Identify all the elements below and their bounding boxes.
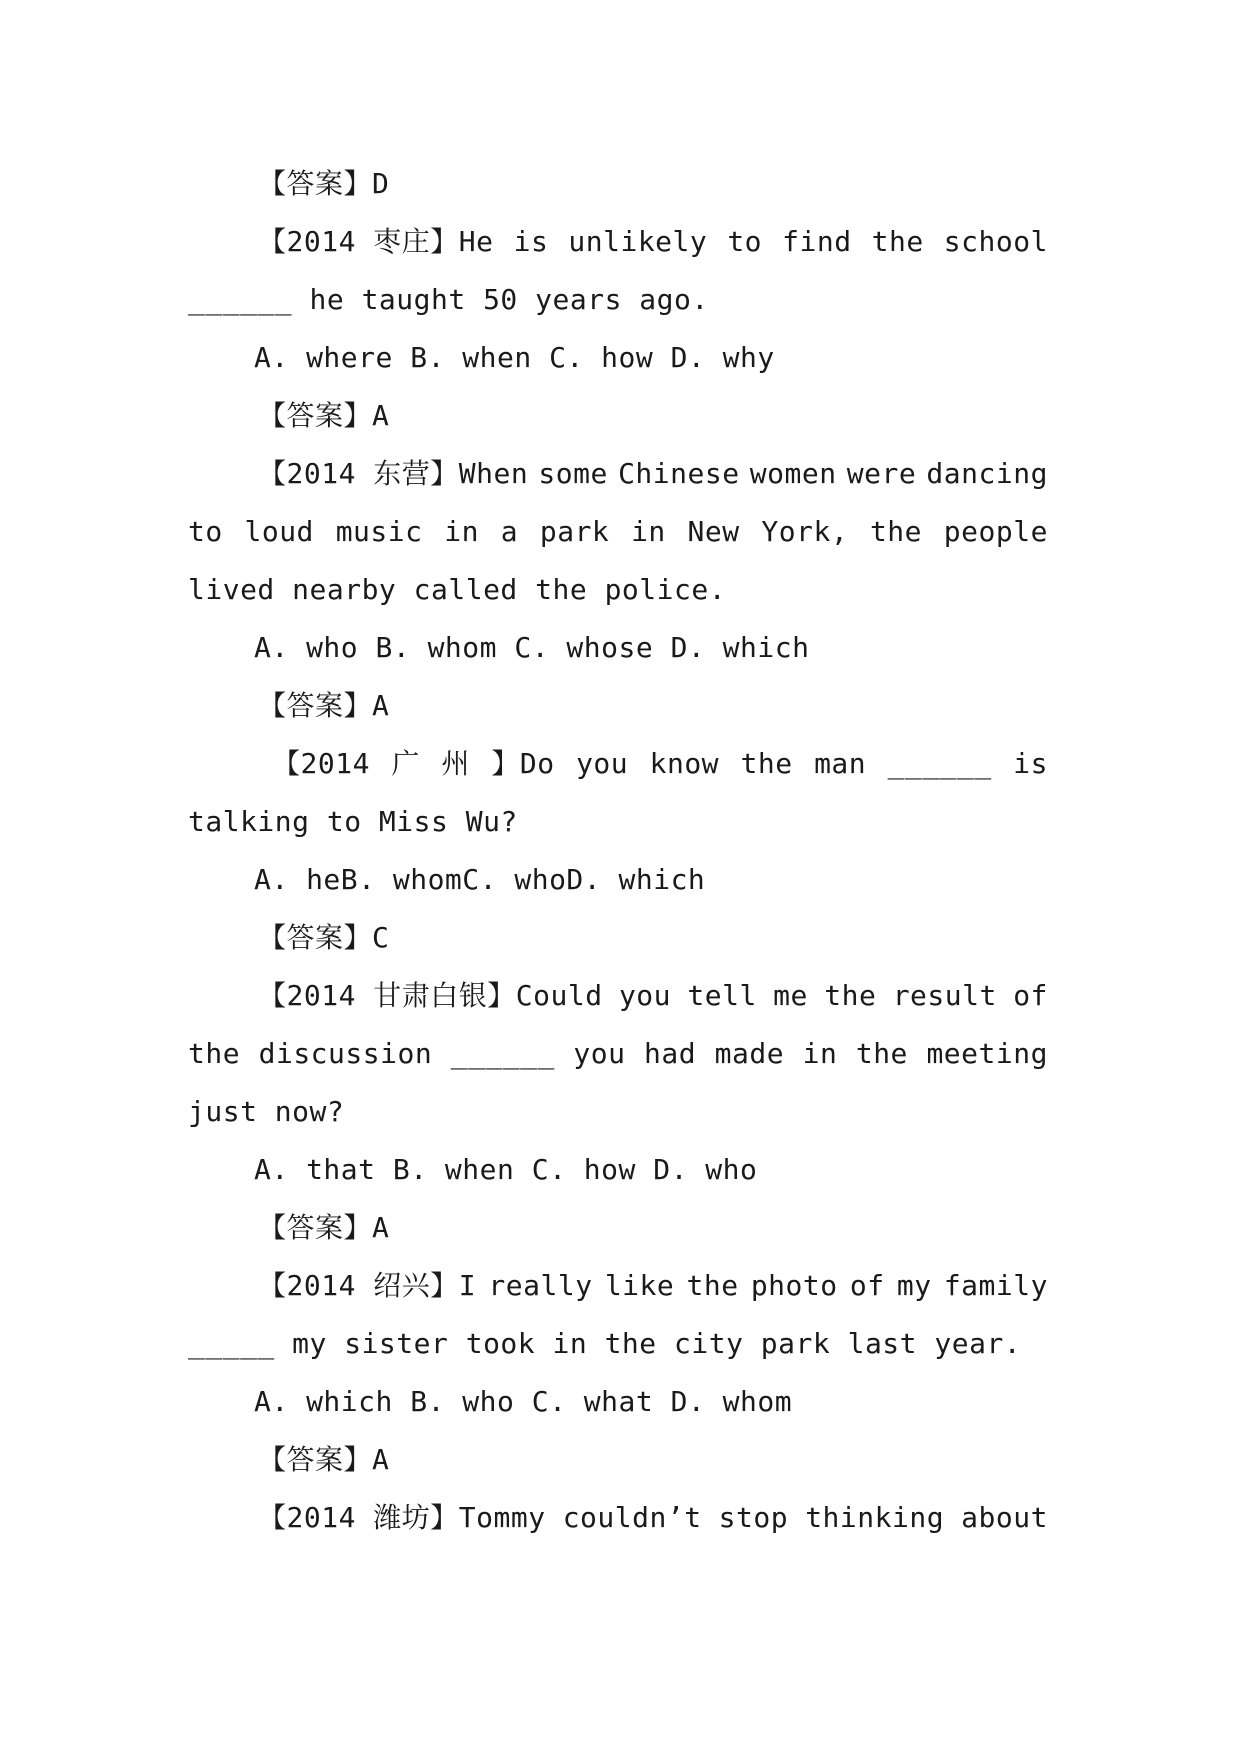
word: you	[618, 979, 672, 1012]
word: you	[573, 1037, 626, 1070]
question-line: _____ my sister took in the city park last year.	[188, 1327, 1022, 1360]
word: unlikely	[568, 225, 708, 258]
word: were	[846, 457, 917, 490]
word: stop	[718, 1501, 789, 1534]
word: had	[644, 1037, 697, 1070]
word: 【2014 甘肃白银】Could	[258, 979, 603, 1012]
word: of	[849, 1269, 885, 1302]
word: of	[1013, 979, 1048, 1012]
word: the	[869, 515, 923, 548]
question-line: just now?	[188, 1095, 345, 1128]
word: about	[961, 1501, 1048, 1534]
options-line: A. who B. whom C. whose D. which	[254, 631, 810, 664]
word: the	[188, 1037, 241, 1070]
word: the	[855, 1037, 908, 1070]
word: in	[802, 1037, 838, 1070]
word: some	[538, 457, 608, 490]
question-line	[188, 1257, 1048, 1315]
question-line: lived nearby called the police.	[188, 573, 727, 606]
word: thinking	[805, 1501, 945, 1534]
word: me	[773, 979, 808, 1012]
word: 【2014	[272, 747, 370, 780]
options-line: A. heB. whomC. whoD. which	[254, 863, 706, 896]
word: to	[188, 515, 223, 548]
word: school	[943, 225, 1048, 258]
word: York,	[761, 515, 849, 548]
word: is	[513, 225, 549, 258]
word: really	[488, 1269, 593, 1302]
word: made	[714, 1037, 785, 1070]
question-line	[188, 735, 1048, 793]
word: family	[943, 1269, 1048, 1302]
question-line: talking to Miss Wu?	[188, 805, 518, 838]
word: you	[576, 747, 629, 780]
options-line: A. where B. when C. how D. why	[254, 341, 775, 374]
word: know	[649, 747, 720, 780]
answer-line: 【答案】A	[258, 1211, 390, 1244]
word: New	[687, 515, 740, 548]
word: people	[943, 515, 1048, 548]
question-line	[188, 445, 1048, 503]
question-line	[188, 503, 1048, 561]
answer-line: 【答案】A	[258, 399, 390, 432]
word: my	[896, 1269, 932, 1302]
answer-line: 【答案】C	[258, 921, 390, 954]
answer-line: 【答案】A	[258, 1443, 390, 1476]
word: is	[1013, 747, 1048, 780]
word: the	[686, 1269, 739, 1302]
word: couldn’t	[562, 1501, 702, 1534]
word: man	[814, 747, 867, 780]
word: photo	[750, 1269, 838, 1302]
word: 【2014 枣庄】He	[258, 225, 494, 258]
answer-line: 【答案】D	[258, 167, 390, 200]
word: 【2014 东营】When	[258, 457, 529, 490]
word: the	[824, 979, 877, 1012]
options-line: A. that B. when C. how D. who	[254, 1153, 758, 1186]
word: meeting	[926, 1037, 1048, 1070]
word: Chinese	[618, 457, 740, 490]
word: dancing	[926, 457, 1048, 490]
word: in	[444, 515, 479, 548]
word: discussion	[258, 1037, 433, 1070]
answer-line: 【答案】A	[258, 689, 390, 722]
word: the	[871, 225, 924, 258]
question-line	[188, 213, 1048, 271]
word: 【2014 绍兴】I	[258, 1269, 477, 1302]
word: a	[500, 515, 519, 548]
word: 【2014 潍坊】Tommy	[258, 1501, 546, 1534]
question-line	[188, 967, 1048, 1025]
word: ______	[887, 747, 992, 780]
word: find	[782, 225, 852, 258]
word: result	[892, 979, 997, 1012]
word: the	[740, 747, 793, 780]
question-line	[188, 1489, 1048, 1547]
word: in	[631, 515, 666, 548]
word: 州	[441, 747, 470, 780]
word: to	[727, 225, 763, 258]
question-line	[188, 1025, 1048, 1083]
word: 】Do	[491, 747, 555, 780]
word: loud	[244, 515, 314, 548]
word: 广	[391, 747, 420, 780]
question-line: ______ he taught 50 years ago.	[188, 283, 709, 316]
options-line: A. which B. who C. what D. whom	[254, 1385, 793, 1418]
word: like	[604, 1269, 675, 1302]
word: women	[749, 457, 837, 490]
word: music	[335, 515, 423, 548]
word: ______	[450, 1037, 555, 1070]
word: tell	[687, 979, 757, 1012]
word: park	[539, 515, 610, 548]
